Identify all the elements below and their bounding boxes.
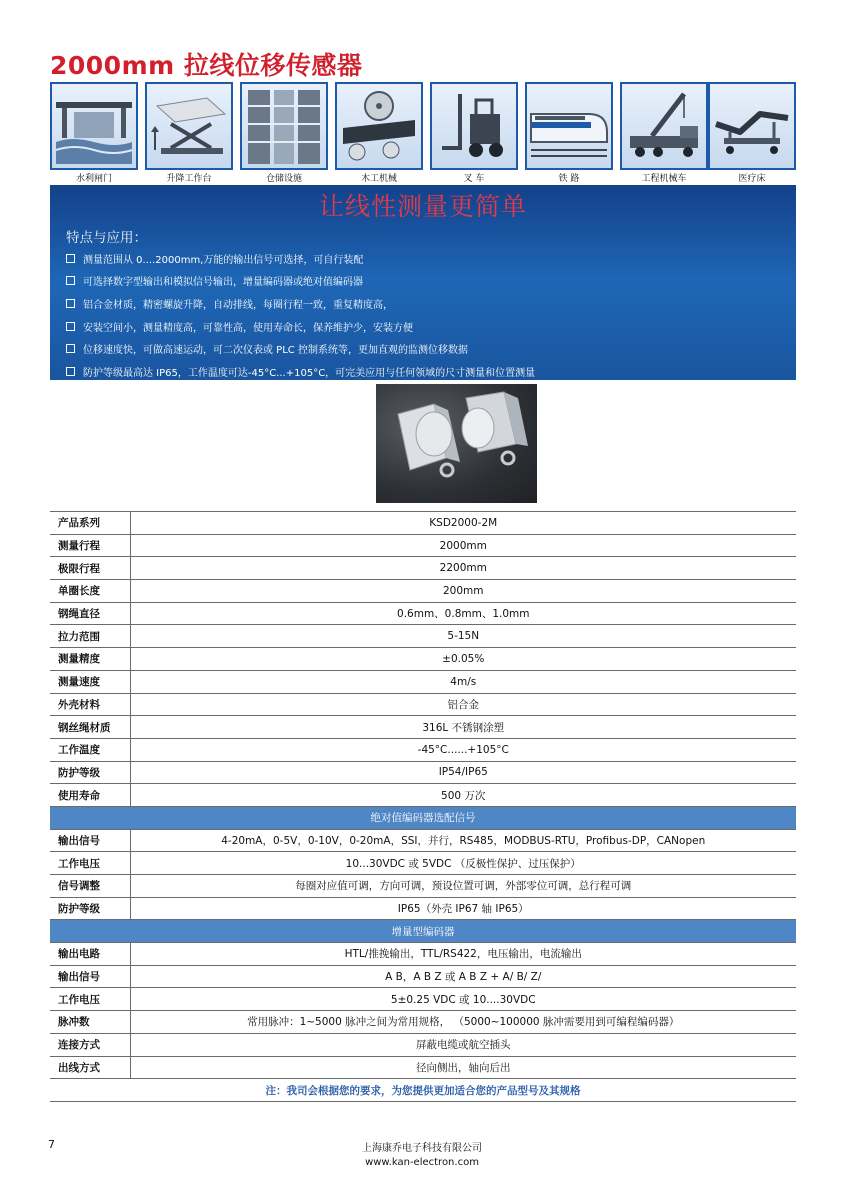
crane-truck-icon xyxy=(620,82,708,170)
application-strip xyxy=(50,82,796,184)
app-label: 仓储设施 xyxy=(265,174,302,184)
table-row: 连接方式 屏蔽电缆或航空插头 xyxy=(50,1033,796,1056)
table-row: 防护等级 IP54/IP65 xyxy=(50,761,796,784)
spec-table xyxy=(50,511,796,1102)
table-row: 输出信号 A B，A B Z 或 A B Z + A/ B/ Z/ xyxy=(50,965,796,988)
feature-item: 位移速度快，可做高速运动，可二次仪表或 PLC 控制系统等，更加直观的监测位移数据 xyxy=(66,337,535,360)
table-row: 测量速度 4m/s xyxy=(50,670,796,693)
app-tile-forklift xyxy=(430,82,518,184)
table-row: 工作温度 -45°C......+105°C xyxy=(50,738,796,761)
table-row: 工作电压 10...30VDC 或 5VDC （反极性保护、过压保护） xyxy=(50,852,796,875)
section-header-absolute-encoder: 绝对值编码器选配信号 xyxy=(50,806,796,829)
lift-platform-icon xyxy=(145,82,233,170)
app-tile-construction xyxy=(620,82,708,184)
app-tile-woodworking xyxy=(335,82,423,184)
app-label: 工程机械车 xyxy=(641,174,687,184)
app-tile-medical-bed xyxy=(708,82,796,184)
woodworking-saw-icon xyxy=(335,82,423,170)
table-row: 外壳材料 铝合金 xyxy=(50,693,796,716)
medical-bed-icon xyxy=(708,82,796,170)
feature-item: 可选择数字型输出和模拟信号输出，增量编码器或绝对值编码器 xyxy=(66,270,535,293)
app-label: 叉 车 xyxy=(463,174,485,184)
table-row: 单圈长度 200mm xyxy=(50,580,796,603)
table-row: 使用寿命 500 万次 xyxy=(50,784,796,807)
app-label: 升降工作台 xyxy=(166,174,212,184)
forklift-icon xyxy=(430,82,518,170)
features-list xyxy=(66,247,535,380)
table-note-row: 注：我司会根据您的要求，为您提供更加适合您的产品型号及其规格 xyxy=(50,1079,796,1102)
section-header-incremental-encoder: 增量型编码器 xyxy=(50,920,796,943)
feature-item: 铝合金材质，精密螺旋升降，自动排线，每圈行程一致，重复精度高， xyxy=(66,292,535,315)
table-row: 测量精度 ±0.05% xyxy=(50,648,796,671)
app-label: 医疗床 xyxy=(738,174,766,184)
table-row: 产品系列 KSD2000-2M xyxy=(50,512,796,535)
feature-item: 防护等级最高达 IP65，工作温度可达-45°C...+105°C，可完美应用与任何领域的尺寸测量和位置测量 xyxy=(66,360,535,380)
company-name: 上海康乔电子科技有限公司 xyxy=(362,1143,482,1154)
website-link[interactable]: www.kan-electron.com xyxy=(365,1157,479,1168)
table-row: 出线方式 径向侧出，轴向后出 xyxy=(50,1056,796,1079)
table-row: 脉冲数 常用脉冲：1~5000 脉冲之间为常用规格， （5000~100000 脉冲需要用到可编程编码器） xyxy=(50,1011,796,1034)
app-label: 铁 路 xyxy=(558,174,580,184)
product-photo xyxy=(376,384,537,503)
app-tile-lift-platform xyxy=(145,82,233,184)
water-gate-icon xyxy=(50,82,138,170)
table-row: 输出电路 HTL/推挽输出，TTL/RS422，电压输出，电流输出 xyxy=(50,943,796,966)
table-row: 工作电压 5±0.25 VDC 或 10....30VDC xyxy=(50,988,796,1011)
table-row: 钢丝绳材质 316L 不锈钢涂塑 xyxy=(50,716,796,739)
checkbox-icon xyxy=(66,254,75,263)
checkbox-icon xyxy=(66,322,75,331)
page-title: 2000mm 拉线位移传感器 xyxy=(50,51,363,80)
app-label: 水利闸门 xyxy=(75,174,112,184)
table-row: 测量行程 2000mm xyxy=(50,534,796,557)
app-tile-warehouse xyxy=(240,82,328,184)
train-icon xyxy=(525,82,613,170)
checkbox-icon xyxy=(66,367,75,376)
checkbox-icon xyxy=(66,344,75,353)
app-label: 木工机械 xyxy=(360,174,397,184)
app-tile-railway xyxy=(525,82,613,184)
table-row: 输出信号 4-20mA，0-5V，0-10V，0-20mA，SSI，并行，RS485，MODBUS-RTU，Profibus-DP，CANopen xyxy=(50,829,796,852)
feature-item: 测量范围从 0....2000mm,万能的输出信号可选择，可自行装配 xyxy=(66,247,535,270)
feature-item: 安装空间小，测量精度高，可靠性高，使用寿命长，保养维护少，安装方便 xyxy=(66,315,535,338)
feature-banner xyxy=(50,185,796,380)
slogan: 让线性测量更简单 xyxy=(318,192,527,221)
page-number: 7 xyxy=(48,1138,55,1151)
checkbox-icon xyxy=(66,299,75,308)
table-row: 钢绳直径 0.6mm、0.8mm、1.0mm xyxy=(50,602,796,625)
app-tile-water-gate xyxy=(50,82,138,184)
table-row: 拉力范围 5-15N xyxy=(50,625,796,648)
warehouse-icon xyxy=(240,82,328,170)
features-heading: 特点与应用： xyxy=(66,230,147,246)
table-row: 防护等级 IP65（外壳 IP67 轴 IP65） xyxy=(50,897,796,920)
checkbox-icon xyxy=(66,276,75,285)
table-row: 信号调整 每圈对应值可调，方向可调，预设位置可调，外部零位可调，总行程可调 xyxy=(50,875,796,898)
table-row: 极限行程 2200mm xyxy=(50,557,796,580)
